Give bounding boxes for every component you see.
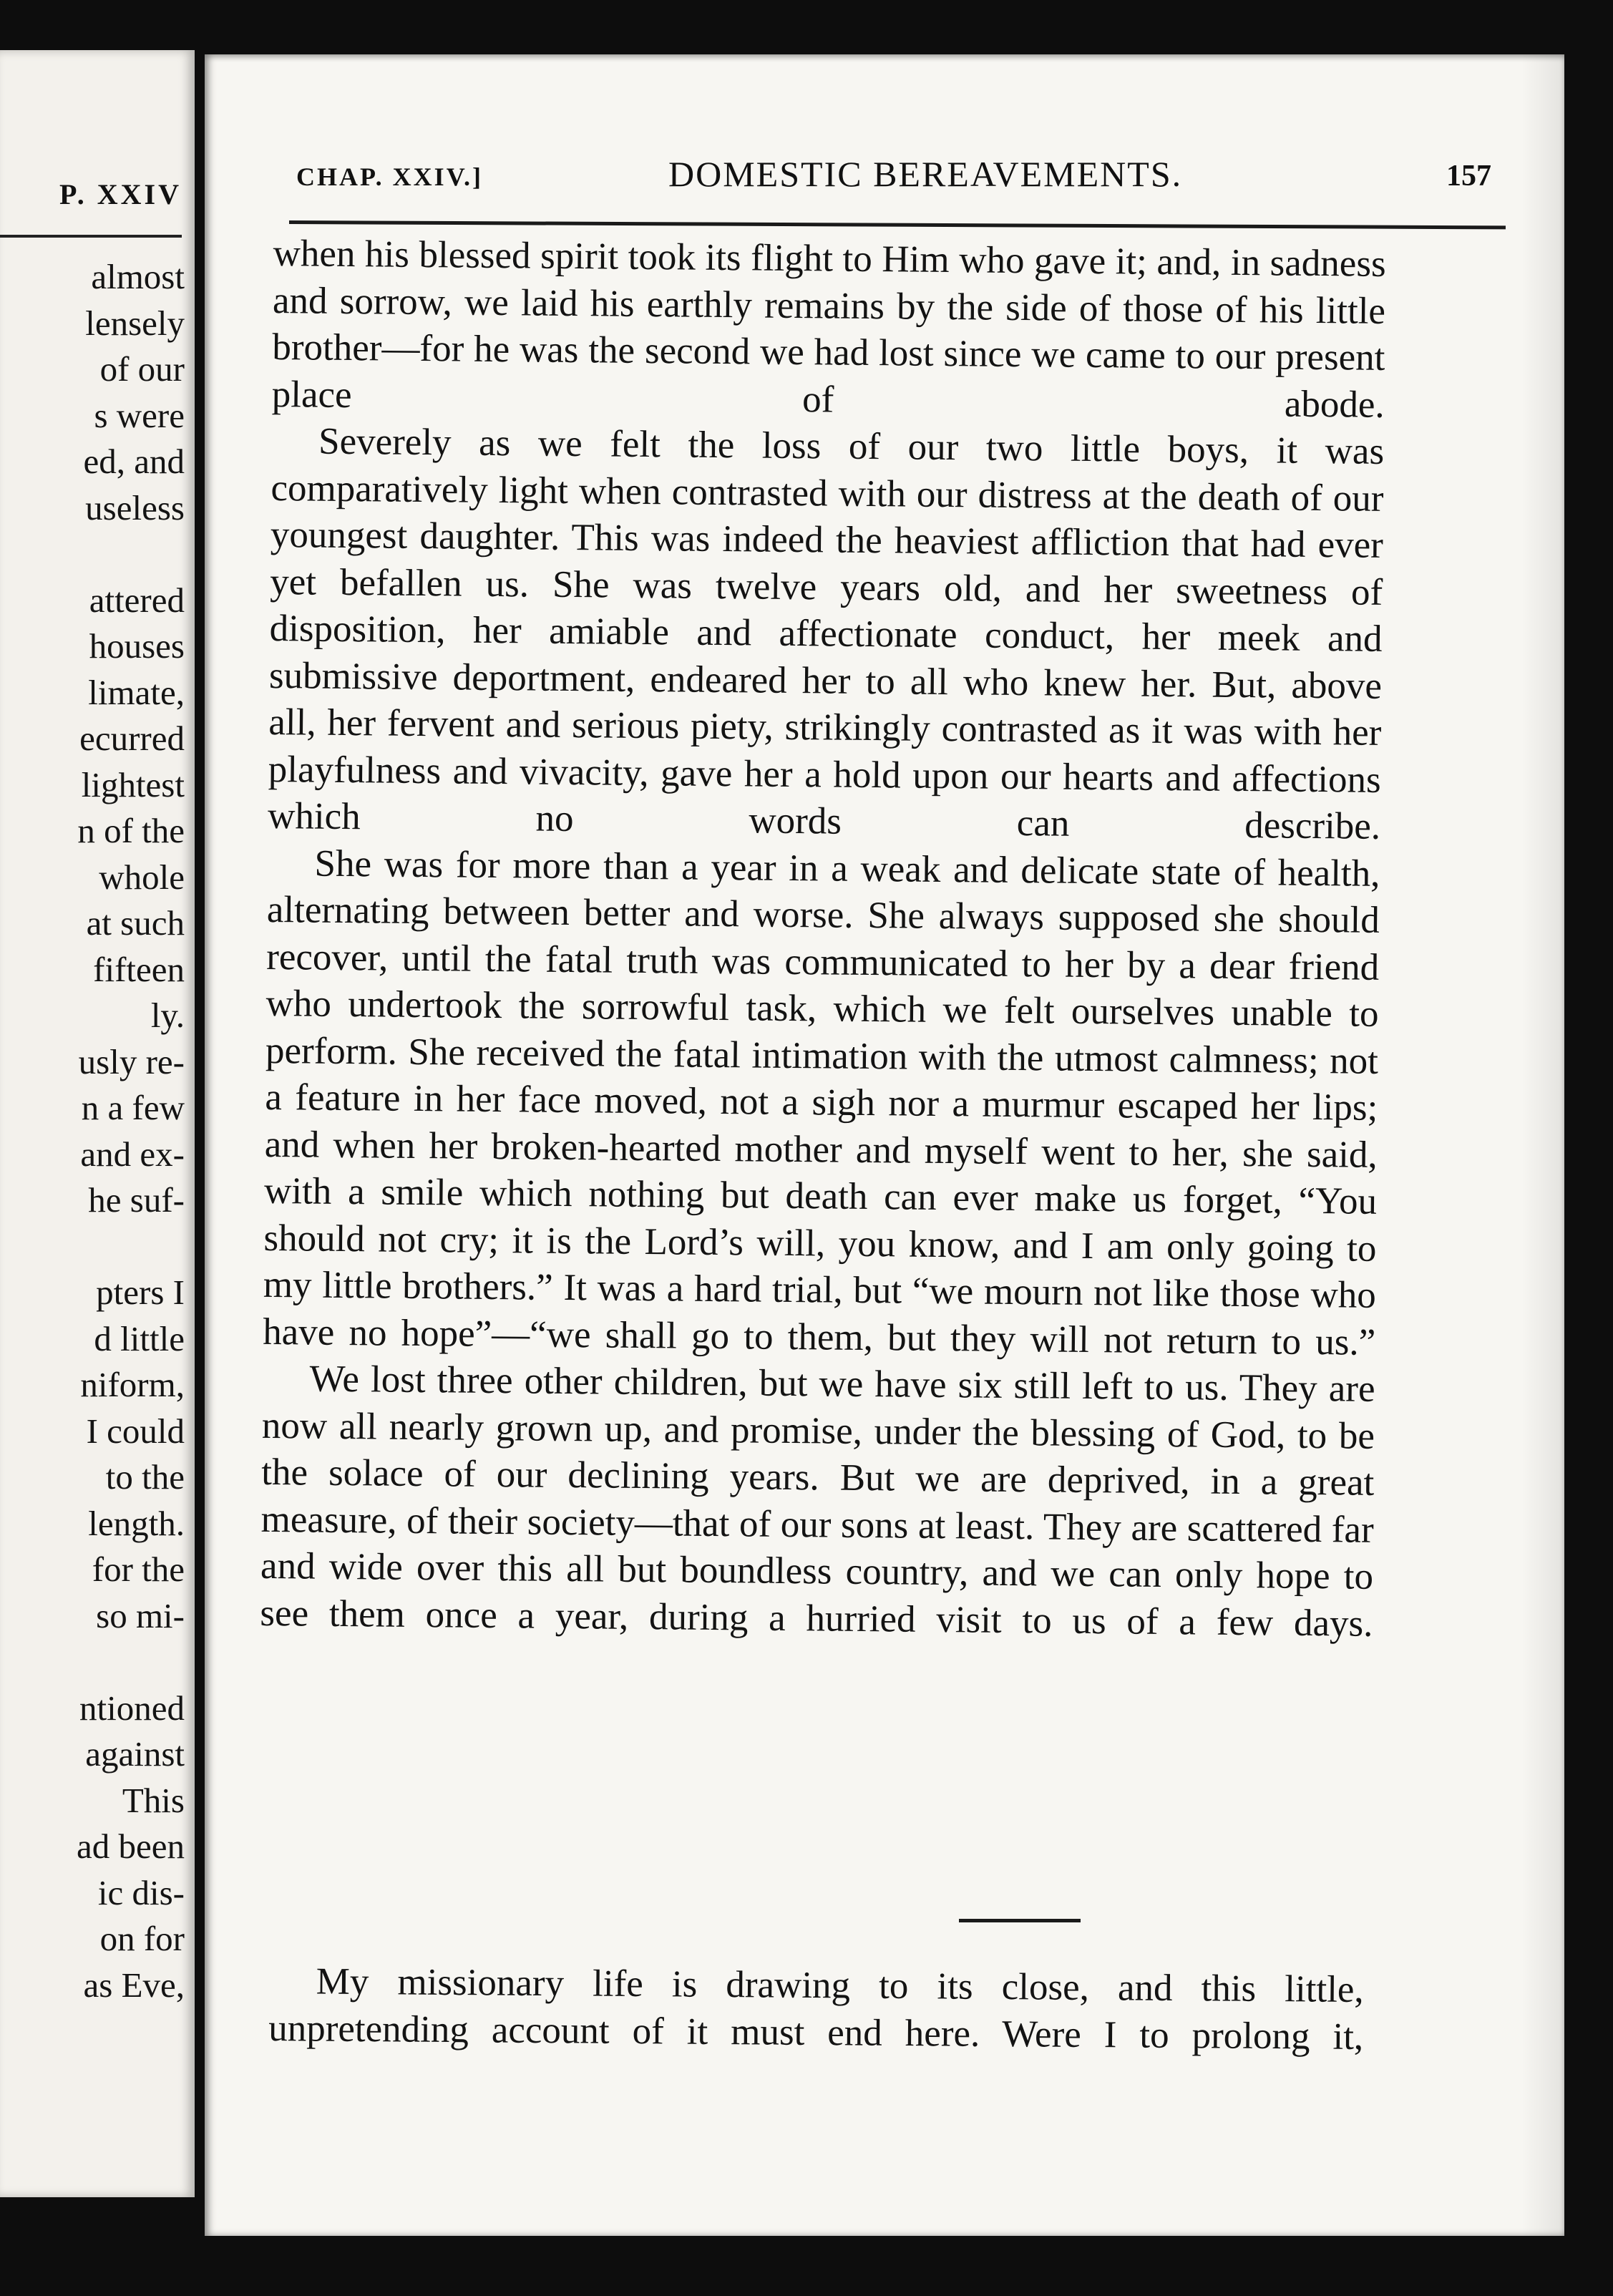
left-page-line: niform, xyxy=(80,1365,185,1404)
chapter-title: DOMESTIC BEREAVEMENTS. xyxy=(668,154,1183,194)
paragraph: She was for more than a year in a weak and delicate state of health, alternating between better and worse. She always supposed she should recover, until the fatal truth was communicated to her by a dear friend who undertook the sorrowful task, which we felt ourselves unable to perform. She received the fatal intimation with the utmost calmness; not a feature in her face moved, not a sigh nor a murmur escaped her lips; and when her broken-hearted mother and myself went to her, she said, with a smile which nothing but death can ever make us forget, “You should not cry; it is the Lord’s will, you know, and I am only going to my little brothers.” It was a hard trial, but “we mourn not like those who have no hope”—“we shall go to them, but they will not return to us.” xyxy=(262,842,1380,1363)
left-page-line: houses xyxy=(89,626,185,666)
left-page-line: pters I xyxy=(96,1273,185,1312)
left-facing-page xyxy=(0,50,195,2197)
left-page-line: n a few xyxy=(81,1088,185,1127)
left-page-line: on for xyxy=(99,1919,185,1958)
left-page-line: ntioned xyxy=(79,1688,185,1728)
left-page-line: ad been xyxy=(77,1826,185,1866)
left-page-line: d little xyxy=(94,1318,185,1358)
left-page-line: ecurred xyxy=(79,719,185,758)
left-page-rule xyxy=(0,235,182,238)
left-page-line: against xyxy=(85,1734,185,1774)
left-page-line: lensely xyxy=(85,303,185,343)
left-page-line: whole xyxy=(99,857,185,897)
closing-text xyxy=(268,1958,1364,2061)
left-page-line: to the xyxy=(105,1457,185,1497)
left-page-line: as Eve, xyxy=(83,1965,185,2005)
paragraph: Severely as we felt the loss of our two little boys, it was comparatively light when contrasted with our distress at the death of our youngest daughter. This was indeed the heaviest affliction that had ever yet befallen us. She was twelve years old, and her sweetness of disposition, her amiable and affectionate conduct, her meek and submissive deportment, endeared her to all who knew her. But, above all, her fervent and serious piety, strikingly contrasted as it was with her playfulness and vivacity, gave her a hold upon our hearts and affections which no words can describe. xyxy=(267,420,1385,847)
left-page-line: almost xyxy=(91,257,185,296)
left-page-line: ic dis- xyxy=(97,1872,185,1912)
chapter-label: CHAP. XXIV.] xyxy=(296,162,484,191)
left-page-line: at such xyxy=(86,903,185,943)
header-rule xyxy=(289,220,1506,229)
left-page-line: ly. xyxy=(150,996,185,1035)
left-page-line: I could xyxy=(86,1411,185,1451)
body-text xyxy=(260,230,1386,1648)
left-page-line: fifteen xyxy=(93,949,185,989)
paragraph: We lost three other children, but we have six still left to us. They are now all nearly grown up, and promise, under the blessing of God, to be the solace of our declining years. But we are deprived, in a great measure, of their society—that of our sons at least. They are scattered far and wide over this all but boundless country, and we can only hope to see them once a year, during a hurried visit to us of a few days. xyxy=(260,1358,1375,1645)
left-page-line: limate, xyxy=(88,672,185,712)
left-page-line: useless xyxy=(85,487,185,527)
left-page-line: ed, and xyxy=(83,442,185,481)
left-page-line: and ex- xyxy=(80,1134,185,1174)
section-divider xyxy=(959,1919,1081,1922)
left-page-line: usly re- xyxy=(78,1041,185,1081)
left-page-line: for the xyxy=(92,1550,185,1589)
left-page-running-head: P. XXIV xyxy=(59,178,182,210)
left-page-line: n of the xyxy=(77,811,185,850)
running-head xyxy=(296,149,1491,199)
left-page-line: attered xyxy=(89,580,185,620)
page-edge-shadow xyxy=(1521,54,1564,2236)
left-page-line: so mi- xyxy=(96,1595,185,1635)
left-page-line: of our xyxy=(99,349,185,389)
left-page-line: s were xyxy=(94,395,185,435)
paragraph: My missionary life is drawing to its close, and this little, unpretending account of it must end here. Were I to prolong it, xyxy=(268,1960,1364,2058)
left-page-line: lightest xyxy=(81,764,185,804)
left-page-line: length. xyxy=(88,1503,185,1543)
left-page-line: he suf- xyxy=(88,1180,185,1220)
left-page-line: This xyxy=(122,1780,185,1820)
page-number: 157 xyxy=(1446,160,1491,193)
paragraph: when his blessed spirit took its flight to Him who gave it; and, in sadness and sorrow, we laid his earthly remains by the side of those of his little brother—for he was the second we had lost since we came to our present place of abode. xyxy=(271,232,1386,426)
main-page xyxy=(205,54,1564,2236)
